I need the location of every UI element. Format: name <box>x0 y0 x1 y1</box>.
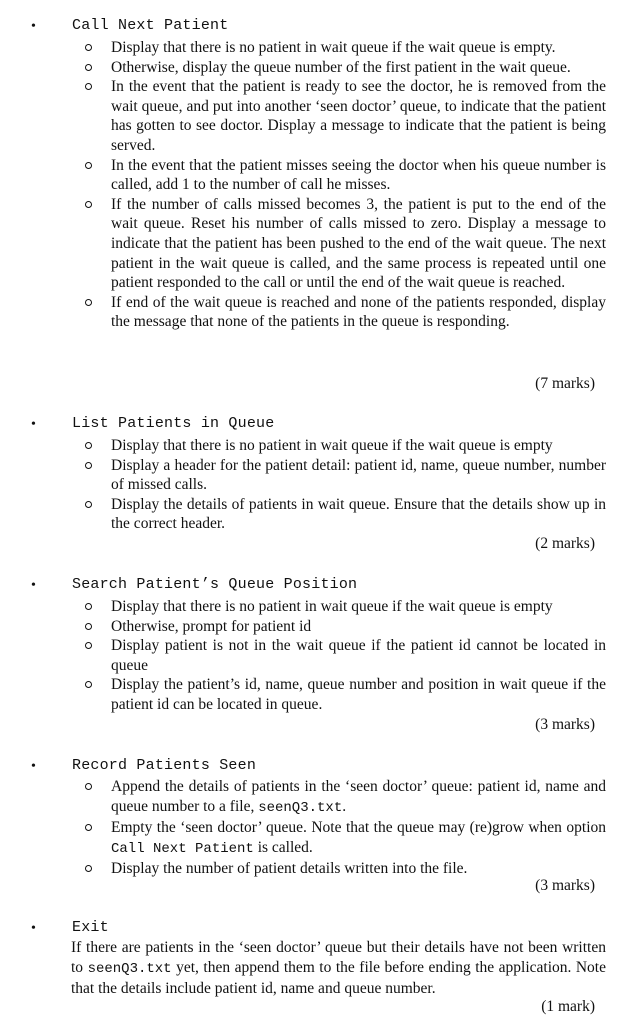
list-item: Display patient is not in the wait queue if the patient id cannot be located in queue <box>0 636 606 675</box>
marks-label: (2 marks) <box>535 535 595 552</box>
marks-label: (7 marks) <box>535 375 595 392</box>
circle-bullet-icon <box>85 642 92 649</box>
sub-list <box>0 38 631 332</box>
sub-list <box>0 777 631 879</box>
circle-bullet-icon <box>85 462 92 469</box>
marks-label: (3 marks) <box>535 877 595 894</box>
section-title: Search Patient’s Queue Position <box>72 576 358 593</box>
list-item: Empty the ‘seen doctor’ queue. Note that the queue may (re)grow when option Call Next Patient is called. <box>0 818 606 859</box>
bullet-icon: • <box>31 417 36 432</box>
circle-bullet-icon <box>85 442 92 449</box>
section-title: Exit <box>72 919 109 936</box>
circle-bullet-icon <box>85 44 92 51</box>
list-item: Display the number of patient details written into the file. <box>0 859 606 879</box>
list-item: In the event that the patient misses seeing the doctor when his queue number is called, add 1 to the number of call he misses. <box>0 156 606 195</box>
circle-bullet-icon <box>85 603 92 610</box>
list-item: In the event that the patient is ready to see the doctor, he is removed from the wait queue, and put into another ‘seen doctor’ queue, to indicate that the patient has gotten to see doctor. Display a message to indicate that the patient is being served. <box>0 77 606 155</box>
list-item: Display a header for the patient detail: patient id, name, queue number, number of missed calls. <box>0 456 606 495</box>
circle-bullet-icon <box>85 64 92 71</box>
circle-bullet-icon <box>85 824 92 831</box>
bullet-icon: • <box>31 19 36 34</box>
section-title: Record Patients Seen <box>72 757 257 774</box>
circle-bullet-icon <box>85 299 92 306</box>
bullet-icon: • <box>31 759 36 774</box>
list-item: Otherwise, display the queue number of the first patient in the wait queue. <box>0 58 606 78</box>
circle-bullet-icon <box>85 681 92 688</box>
marks-label: (3 marks) <box>535 716 595 733</box>
section-title: List Patients in Queue <box>72 415 275 432</box>
list-item: Display the details of patients in wait queue. Ensure that the details show up in the correct header. <box>0 495 606 534</box>
circle-bullet-icon <box>85 623 92 630</box>
section-title: Call Next Patient <box>72 17 229 34</box>
bullet-icon: • <box>31 578 36 593</box>
list-item: Display the patient’s id, name, queue number and position in wait queue if the patient id can be located in queue. <box>0 675 606 714</box>
circle-bullet-icon <box>85 501 92 508</box>
sub-list <box>0 436 631 534</box>
circle-bullet-icon <box>85 783 92 790</box>
list-item: If the number of calls missed becomes 3, the patient is put to the end of the wait queue. Reset his number of calls missed to zero. Display a message to indicate that the patient has been pushed to the end of the wait queue. The next patient in the wait queue is called, and the same process is repeated until one patient responded to the call or until the end of the wait queue is reached. <box>0 195 606 293</box>
list-item: Display that there is no patient in wait queue if the wait queue is empty. <box>0 38 606 58</box>
bullet-icon: • <box>31 921 36 936</box>
list-item: Display that there is no patient in wait queue if the wait queue is empty <box>0 597 606 617</box>
circle-bullet-icon <box>85 201 92 208</box>
list-item: Display that there is no patient in wait queue if the wait queue is empty <box>0 436 606 456</box>
marks-label: (1 mark) <box>541 998 595 1015</box>
sub-list <box>0 597 631 715</box>
list-item: Append the details of patients in the ‘seen doctor’ queue: patient id, name and queue number to a file, seenQ3.txt. <box>0 777 606 818</box>
exit-paragraph: If there are patients in the ‘seen doctor’ queue but their details have not been written to seenQ3.txt yet, then append them to the file before ending the application. Note that the details include patient id, name and queue number. <box>71 939 606 997</box>
list-item: Otherwise, prompt for patient id <box>0 617 606 637</box>
circle-bullet-icon <box>85 865 92 872</box>
circle-bullet-icon <box>85 162 92 169</box>
list-item: If end of the wait queue is reached and none of the patients responded, display the message that none of the patients in the queue is responding. <box>0 293 606 332</box>
circle-bullet-icon <box>85 83 92 90</box>
